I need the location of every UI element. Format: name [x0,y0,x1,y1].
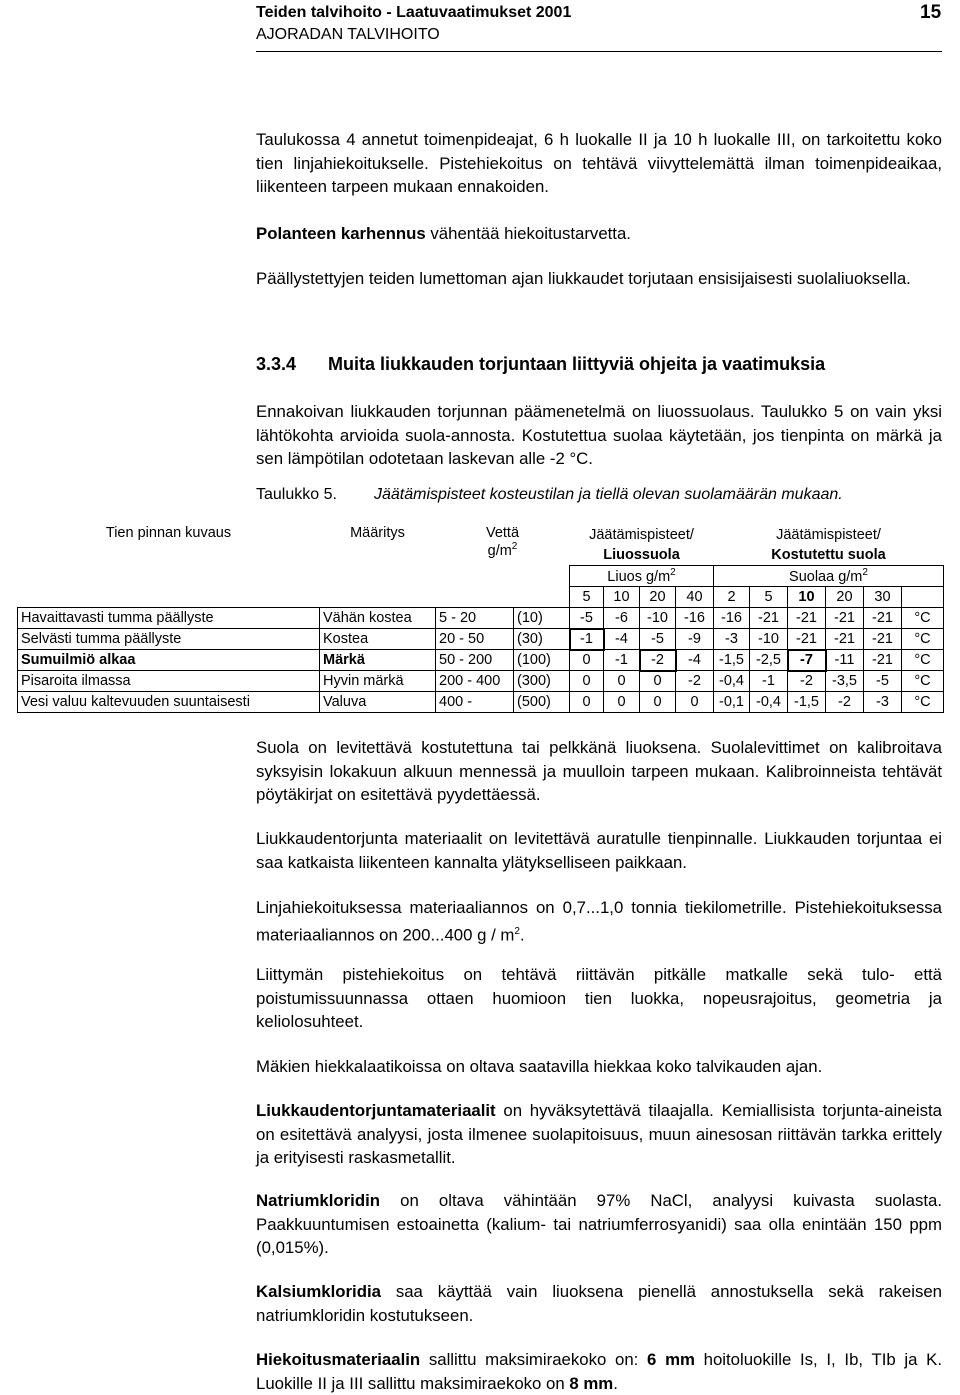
bold-value: 8 mm [569,1373,614,1393]
empty-cell [18,587,320,608]
liuos-value: 0 [604,692,640,713]
superscript: 2 [511,541,518,552]
paragraph-natriumkloridi [256,1189,942,1260]
suola-value: -1,5 [714,650,750,671]
suola-value: -21 [864,650,902,671]
liuos-value: 0 [604,671,640,692]
table-caption [256,486,843,504]
unit-cell: °C [902,629,944,650]
suolaa-amount: 20 [826,587,864,608]
definition-cell: Hyvin märkä [320,671,436,692]
water-typical-cell: (100) [514,650,570,671]
water-cell: 5 - 20 [436,608,514,629]
liuos-value: -2 [676,671,714,692]
liuos-value: 0 [676,692,714,713]
liuos-value: 0 [570,671,604,692]
header-kostutettu-label: Kostutettu suola [714,545,944,566]
header-water-line2 [439,541,567,559]
paragraph-hyvaksytys [256,1099,942,1170]
empty-cell [902,587,944,608]
section-heading [256,354,825,375]
freezing-point-table [17,525,944,713]
header-water-unit: g/m [487,542,512,559]
paragraph-text: . [519,925,525,945]
bold-term: Natriumkloridin [256,1191,381,1210]
table-header-row-1 [18,525,944,545]
table-row [18,608,944,629]
surface-cell: Vesi valuu kaltevuuden suuntaisesti [18,692,320,713]
suola-value: -5 [864,671,902,692]
liuos-value: -16 [676,608,714,629]
suola-value: -2 [788,671,826,692]
paragraph-text: on oltava vähintään 97% NaCl, analyysi kuivasta suolasta. Paakkuuntumisen estoainetta (kalium- tai natriumferrosyanidi) saa olla enintään 150 ppm (0,015%). [256,1191,942,1258]
suola-value: -1 [750,671,788,692]
header-suolaa-amount-label [714,566,944,587]
paragraph-text: vähentää hiekoitustarvetta. [425,224,631,243]
liuos-amount: 5 [570,587,604,608]
suolaa-label-text: Suolaa g/m [789,568,863,585]
suola-value: -2,5 [750,650,788,671]
empty-cell [18,566,320,587]
table-row [18,671,944,692]
liuos-value: 0 [640,671,676,692]
table-row [18,692,944,713]
header-surface: Tien pinnan kuvaus [105,525,232,541]
section-title-text: Muita liukkauden torjuntaan liittyviä ohjeita ja vaatimuksia [328,354,826,374]
definition-cell: Kostea [320,629,436,650]
bold-term: Kalsiumkloridia [256,1282,381,1301]
header-water [436,525,570,566]
paragraph-liittyma: Liittymän pistehiekoitus on tehtävä riittävän pitkälle matkalle sekä tulo- että poistumissuunnassa ottaen huomioon tien luokka, nopeusrajoitus, geometria ja keliolosuhteet. [256,965,942,1032]
definition-cell: Valuva [320,692,436,713]
bold-term: Polanteen karhennus [256,224,426,243]
surface-cell: Sumuilmiö alkaa [18,650,320,671]
suola-value: -21 [826,629,864,650]
liuos-value: 0 [570,650,604,671]
liuos-value: -5 [640,629,676,650]
paragraph-linjahiekoitus [256,896,942,947]
liuos-value: -1 [570,629,604,650]
header-group-liuossuola: Jäätämispisteet/ [589,527,694,543]
paragraph-suola: Suola on levitettävä kostutettuna tai pelkkänä liuoksena. Suolalevittimet on kalibroitava syksyisin lokakuun alkuun mennessä ja muulloin tarpeen mukaan. Kalibroinneista tehtävät pöytäkirjat on esitettävä pyydettäessä. [256,738,942,805]
paragraph-text: on hyväksytettävä tilaajalla. Kemiallisista torjunta-aineista on esitettävä analyysi, josta ilmenee suolapitoisuus, muun ainesosan riittävän tarkka erittely ja erityisesti raskasmetallit. [256,1101,942,1168]
table-caption-label: Taulukko 5. [256,486,337,503]
suola-value: -1,5 [788,692,826,713]
water-cell: 50 - 200 [436,650,514,671]
surface-cell: Pisaroita ilmassa [18,671,320,692]
paragraph-toimenpideajat: Taulukossa 4 annetut toimenpideajat, 6 h luokalle II ja 10 h luokalle III, on tarkoitettu koko tien linjahiekoitukselle. Pistehiekoitus on tehtävä viivyttelemättä ilman toimenpideaikaa, liikenteen tarpeen mukaan ennakoiden. [256,130,942,197]
suola-value: -3 [864,692,902,713]
surface-cell: Havaittavasti tumma päällyste [18,608,320,629]
water-cell: 400 - [436,692,514,713]
water-cell: 200 - 400 [436,671,514,692]
suola-value: -10 [750,629,788,650]
table-header-row-3 [18,566,944,587]
paragraph-kalsiumkloridi [256,1280,942,1327]
water-typical-cell: (10) [514,608,570,629]
suola-value: -21 [750,608,788,629]
section-title: AJORADAN TALVIHOITO [256,26,440,43]
definition-cell: Märkä [320,650,436,671]
liuos-amount: 10 [604,587,640,608]
paragraph-polanteen-karhennus [256,222,942,246]
document-title: Teiden talvihoito - Laatuvaatimukset 2001 [256,4,572,21]
unit-cell: °C [902,608,944,629]
liuos-value: -9 [676,629,714,650]
liuos-amount: 40 [676,587,714,608]
unit-cell: °C [902,671,944,692]
surface-cell: Selvästi tumma päällyste [18,629,320,650]
paragraph-materiaalit: Liukkaudentorjunta materiaalit on levitettävä auratulle tienpinnalle. Liukkauden torjuntaa ei saa katkaista liikenteen kannalta ylätykselliseen paikkaan. [256,829,942,872]
empty-cell [436,566,570,587]
paragraph-maki: Mäkien hiekkalaatikoissa on oltava saatavilla hiekkaa koko talvikauden ajan. [256,1057,823,1076]
liuos-value: -6 [604,608,640,629]
table-row [18,650,944,671]
page-header [256,2,571,46]
liuos-value: 0 [570,692,604,713]
superscript: 2 [514,925,520,937]
water-typical-cell: (30) [514,629,570,650]
suola-value: -21 [788,629,826,650]
paragraph-text: Linjahiekoituksessa materiaaliannos on 0,7...1,0 tonnia tiekilometrille. Pistehiekoituksessa materiaaliannos on 200...400 g / m [256,898,942,945]
liuos-value: -4 [676,650,714,671]
suola-value: -0,4 [750,692,788,713]
paragraph-hiekoitusmateriaali [256,1348,942,1395]
liuos-value: -5 [570,608,604,629]
table-caption-title: Jäätämispisteet kosteustilan ja tiellä olevan suolamäärän mukaan. [374,486,843,503]
water-typical-cell: (300) [514,671,570,692]
paragraph-text: saa käyttää vain liuoksena pienellä annostuksella sekä rakeisen natriumkloridin kostutukseen. [256,1282,942,1325]
header-water-line1: Vettä [485,525,520,541]
suolaa-amount: 2 [714,587,750,608]
liuos-label-text: Liuos g/m [607,568,671,585]
paragraph-ennakoivan: Ennakoivan liukkauden torjunnan päämenetelmä on liuossuolaus. Taulukko 5 on vain yksi lähtökohta arvioida suola-annosta. Kostutettua suolaa käytetään, jos tienpinta on märkä ja sen lämpötilan odotetaan laskevan alle -2 °C. [256,402,942,469]
water-cell: 20 - 50 [436,629,514,650]
table-row [18,629,944,650]
bold-term: Hiekoitusmateriaalin [256,1350,421,1369]
liuos-value: -4 [604,629,640,650]
suola-value: -2 [826,692,864,713]
liuos-value: 0 [640,692,676,713]
suola-value: -0,1 [714,692,750,713]
suola-value: -21 [788,608,826,629]
suola-value: -16 [714,608,750,629]
unit-cell: °C [902,650,944,671]
superscript: 2 [862,567,868,579]
paragraph-paallystettyjen: Päällystettyjen teiden lumettoman ajan liukkaudet torjutaan ensisijaisesti suolaliuoksella. [256,269,911,288]
suola-value: -21 [864,608,902,629]
suola-value: -21 [864,629,902,650]
suolaa-amount: 10 [788,587,826,608]
page-number: 15 [920,2,942,23]
table-header-row-4 [18,587,944,608]
header-definition: Määritys [350,525,405,541]
suola-value: -3 [714,629,750,650]
suola-value: -7 [788,650,826,671]
empty-cell [436,587,570,608]
liuos-value: -1 [604,650,640,671]
paragraph-text: hoitoluokille Is, I, Ib, TIb ja K. Luokille II ja III sallittu maksimiraekoko on [256,1350,942,1393]
suolaa-amount: 30 [864,587,902,608]
water-typical-cell: (500) [514,692,570,713]
liuos-value: -10 [640,608,676,629]
header-liuossuola-label: Liuossuola [570,545,714,566]
suola-value: -21 [826,608,864,629]
header-liuos-amount-label [570,566,714,587]
paragraph-text: . [613,1373,618,1393]
liuos-value: -2 [640,650,676,671]
paragraph-text: sallittu maksimiraekoko on: [420,1350,648,1369]
suola-value: -3,5 [826,671,864,692]
header-group-kostutettu: Jäätämispisteet/ [776,527,881,543]
superscript: 2 [670,567,676,579]
bold-term: Liukkaudentorjuntamateriaalit [256,1101,496,1120]
empty-cell [320,587,436,608]
header-divider [256,51,942,52]
liuos-amount: 20 [640,587,676,608]
suola-value: -0,4 [714,671,750,692]
section-number: 3.3.4 [256,354,297,374]
bold-value: 6 mm [647,1350,695,1369]
unit-cell: °C [902,692,944,713]
definition-cell: Vähän kostea [320,608,436,629]
suola-value: -11 [826,650,864,671]
empty-cell [320,566,436,587]
suolaa-amount: 5 [750,587,788,608]
